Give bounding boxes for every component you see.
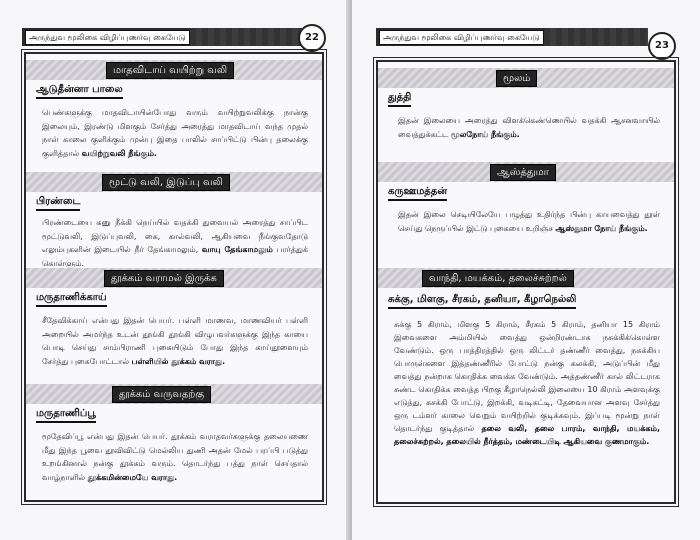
herb-name-text: பிரண்டை [36,196,81,207]
herb-name-text: கருஊமத்தன் [388,186,448,197]
remedy-result: தலை வலி, தலை பாரம், வாந்தி, மயக்கம், தலைச்சுற்றல், தலையில் நீர்த்தம், மண்டையிடி ஆகியவை குணமாகும். [394,424,661,446]
section-band [378,268,674,288]
left-content-frame [24,52,324,502]
section-title: ஆஸ்த்துமா [490,164,556,181]
herb-name-text: துத்தி [388,92,412,103]
underline [36,305,107,307]
section-band [378,68,674,88]
remedy-text: இதன் இலையை அரைத்து விளக்கெண்ணெயில் வதக்கி ஆசனவாயில் வைத்துக்கட்ட [398,116,660,139]
remedy-text: சீதேவிக்காய் என்பது இதன் பெயர். பள்ளி மாணவ, மாணவியர் பள்ளி அறையில் அமர்ந்த உடன் தூங்கி தூங்கி விழுபவர்களுக்கு இந்த காயை பொடி செய்து சாம்பிராணி புகையிடும் போது இந்த காய்தூளையும் சேர்த்து புகைபோட்டால் [42,316,308,366]
remedy-text: இதன் இலை செடியிலேயே பழுத்து உதிர்ந்த பின்பு காயவைத்து தூள் செய்து நெருப்பில் இட்டு புகையை உறிஞ்ச [398,210,660,233]
section-band [26,268,322,288]
section-band [26,384,322,404]
underline [36,97,123,99]
remedy-text: பெண்களுக்கு மாதவிடாயின்போது வரும் வயிற்றுவலிக்கு நான்கு இலையும், இரண்டு மிளகும் சேர்த்து அரைத்து மாதவிடாய் வந்த முதல் நாள் காலை குளிக்கும் முன்பு இதை பாலில் சாப்பிட்டு பின்பு தலைக்கு குளித்தால் [42,108,308,158]
section-title: மாதவிடாய் வயிற்று வலி [106,62,234,79]
remedy-text: சுக்கு 5 கிராம், மிளகு 5 கிராம், சீரகம் 5 கிராம், தனியா 15 கிராம் இவைகளை அம்மியில் வைத்து ஒன்றிரண்டாக நசுக்கிக்கொள்ள வேண்டும். ஒரு பாத்திரத்தில் ஒரு லிட்டர் தண்ணீர் வைத்து, நசுக்கிய பொருள்களை இத்தண்ணீரில் போட்டு நன்கு கலக்கி, அடுப்பின் மீது வைத்து நன்றாக கொதிக்க வைக்க வேண்டும். அத்தண்ணீர் கால் லிட்டராக சுண்ட கொதிக்க வைத்த பிறகு கீழாநெல்லி இலையை 10 கிராம் அளவுக்கு எடுத்து, கசக்கி போட்டு, இறக்கி, வடிகட்டி, தேவையான அளவு சேர்த்து ஒரு டம்ளர் காலை வெறும் வயிற்றில் குடிக்கவும். இப்படி மூன்று நாள் தொடர்ந்து குடித்தால் [394,320,660,433]
section-title: மூலம் [496,70,537,87]
remedy-text: பிரண்டையை கனு நீக்கி நெய்யில் வதக்கி துவையல் அரைத்து சாப்பிட மூட்டுவலி, இடுப்புவலி, கை, கால்வலி, ஆகியவை நீங்குவதோடு எலும்புகளின் இடையில் நீர் தேங்காமலும், [42,218,308,254]
section-band [26,172,322,192]
header-title: அருந்துவ மூலிகை விழிப்புணர்வு கையேடு [379,30,544,45]
herb-name [36,408,96,423]
remedy-result: வாயு தேங்காமலும் [201,245,273,254]
section-title: மூட்டு வலி, இடுப்பு வலி [102,174,230,191]
herb-name [36,84,123,99]
remedy-paragraph [42,430,308,484]
running-header [376,28,648,46]
remedy-result: மூலநோய் நீங்கும். [450,129,520,139]
herb-name [388,92,411,107]
remedy-result: வயிற்றுவலி நீங்கும். [81,148,157,158]
underline [36,421,96,423]
remedy-result: பள்ளியில் தூக்கம் வராது. [131,356,226,366]
running-header [22,28,318,46]
page-number: 22 [298,24,326,52]
herb-name [388,294,576,309]
herb-name-text: ஆடுதீன்னா பாலை [36,84,123,95]
header-pattern [544,28,648,46]
herb-name [36,292,107,307]
section-title: தூக்கம் வராமல் இருக்க [104,270,224,287]
header-title: அருந்துவ மூலிகை விழிப்புணர்வு கையேடு [25,30,190,45]
underline [388,105,411,107]
herb-name [388,186,447,201]
remedy-result: ஆஸ்துமா நோய் நீங்கும். [555,223,648,233]
herb-name-text: சுக்கு, மிளகு, சீரகம், தனியா, கீழாநெல்லி [388,294,577,305]
remedy-paragraph [398,114,660,141]
remedy-text-after: பார்த்துக் கொள்ளும். [42,245,308,268]
underline [388,307,576,309]
remedy-paragraph [394,318,660,448]
remedy-result: தூக்கமின்மையே வராது. [87,472,178,482]
remedy-paragraph [398,208,660,235]
herb-name-text: மருதாணிக்காய் [36,292,107,303]
herb-name [36,196,80,211]
right-content-frame [376,60,676,504]
right-page [352,0,700,540]
remedy-text: மூதேவிப்பூ என்பது இதன் பெயர். தூக்கம் வராதவர்களுக்கு தலையணை மீது இந்த பூவை தூவிவிட்டு மெல்லிய துணி அதன் மேல் பரப்பி படுத்து உறங்கினால் நன்கு தூக்கம் வரும். தொடர்ந்து பத்து நாள் செய்தால் வாழ்நாளில் [42,432,308,482]
section-title: தூக்கம் வருவதற்கு [112,386,211,403]
remedy-paragraph [42,314,308,368]
remedy-paragraph [42,216,308,270]
underline [36,209,80,211]
underline [388,199,447,201]
page-number: 23 [648,32,676,60]
section-band [26,60,322,80]
remedy-paragraph [42,106,308,160]
section-band [378,162,674,182]
section-title: வாந்தி, மயக்கம், தலைச்சுற்றல் [422,270,574,287]
herb-name-text: மருதாணிப்பூ [36,408,96,419]
